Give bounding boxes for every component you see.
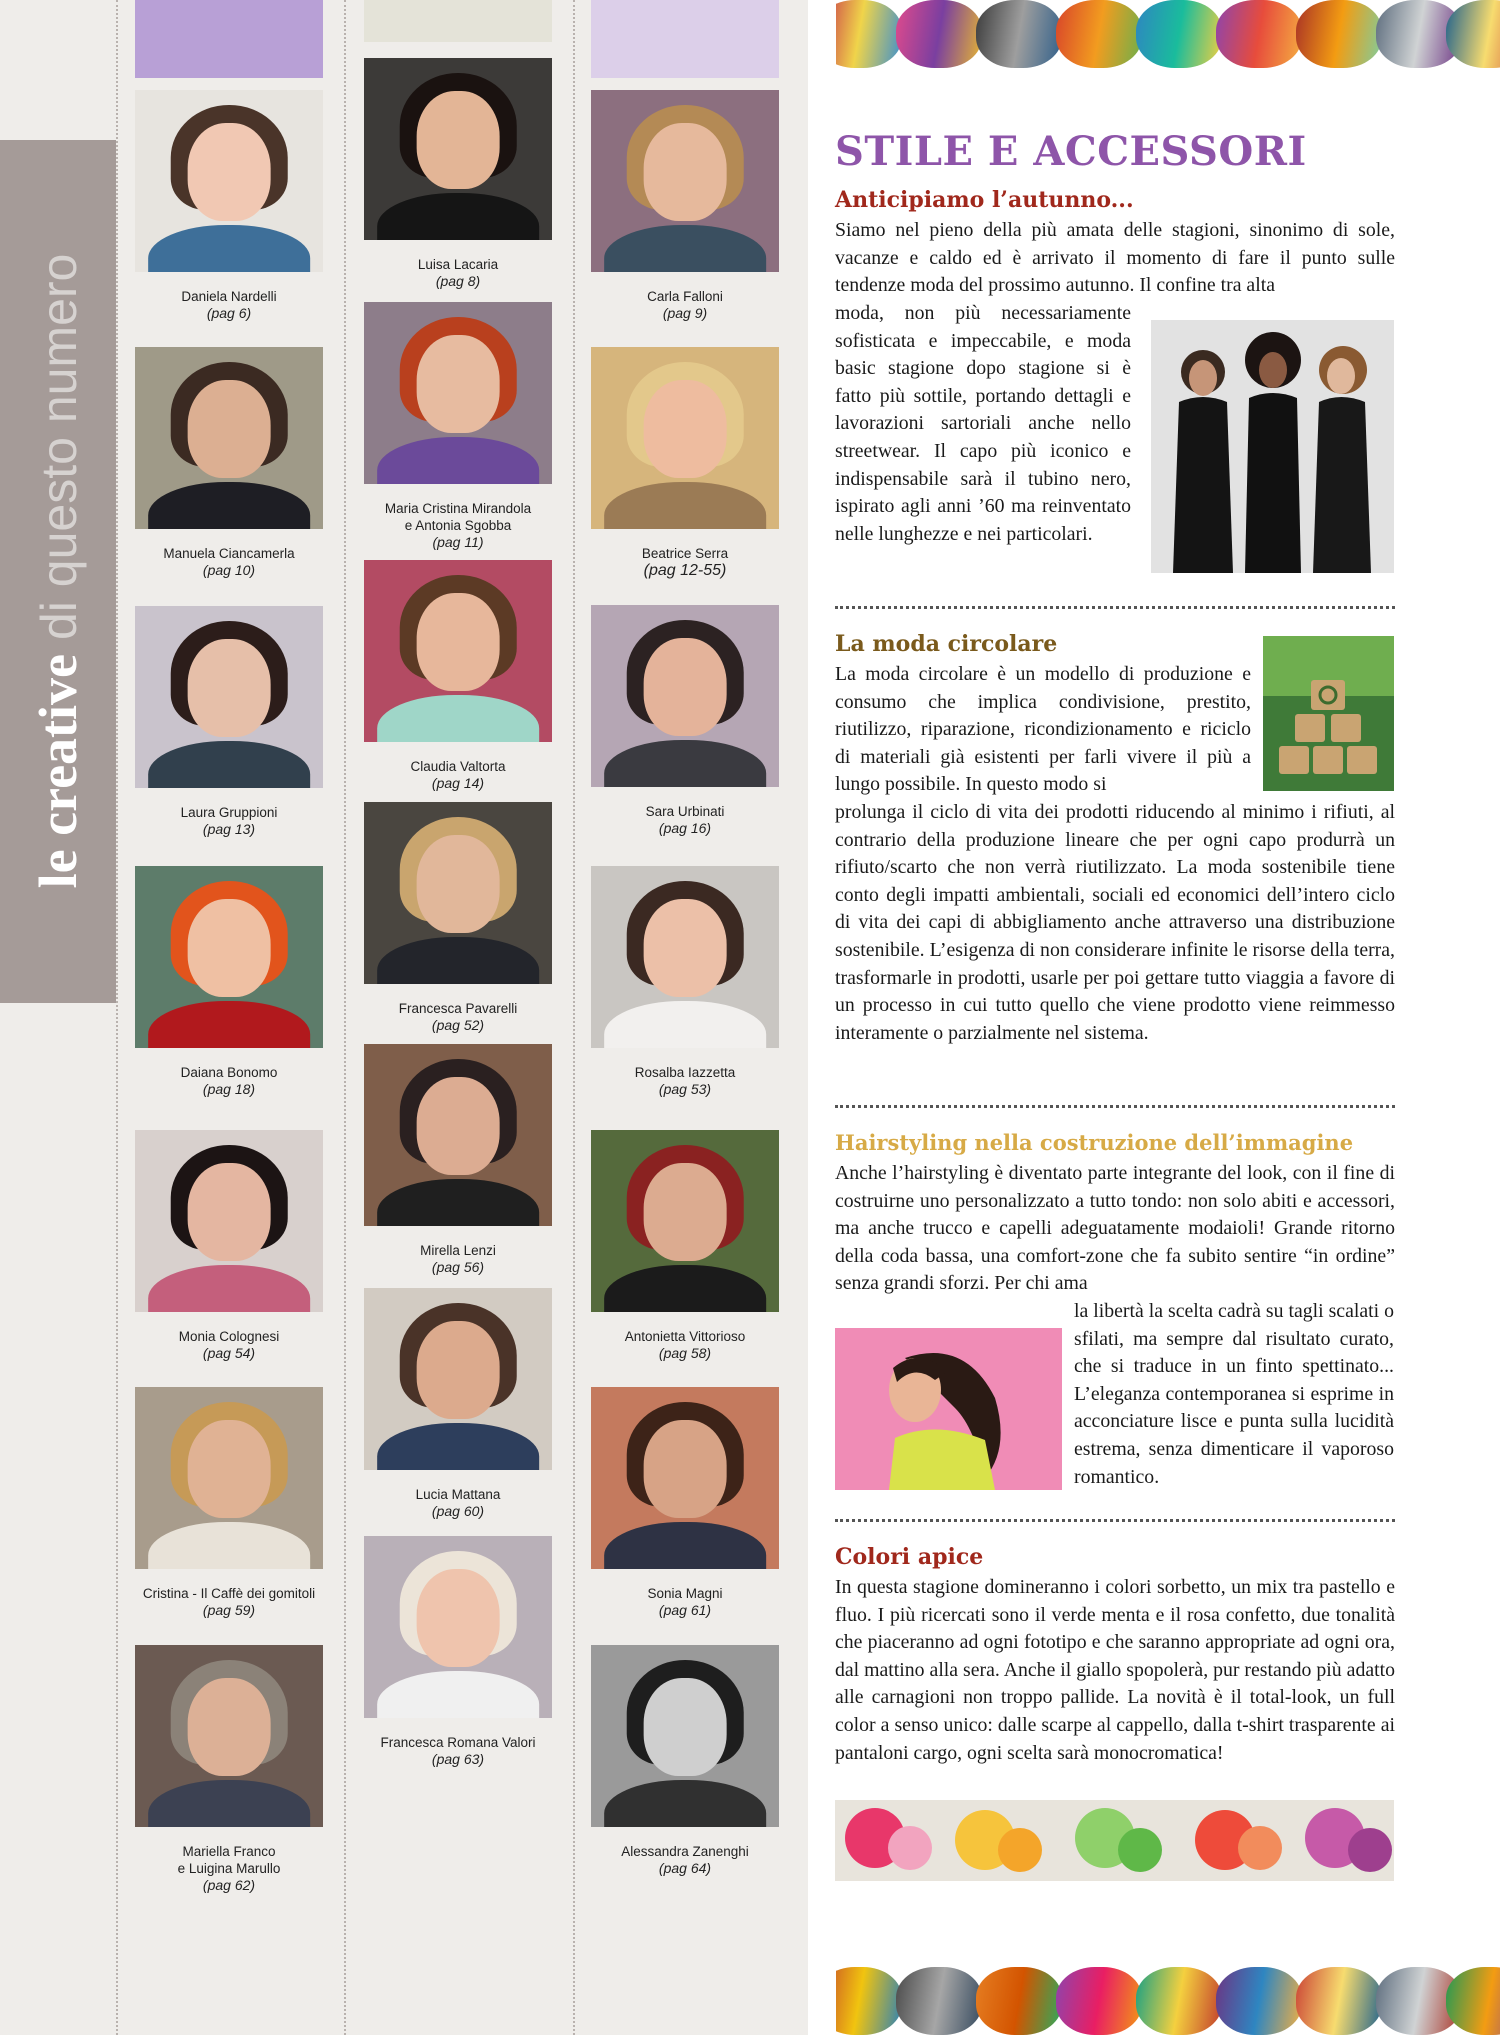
contributor-card: [135, 1130, 323, 1362]
top-color-strip: [364, 0, 552, 42]
section-divider: [835, 1519, 1395, 1522]
contributor-card: [135, 347, 323, 579]
contributor-page: (pag 8): [435, 273, 481, 289]
contributor-name: Cristina - Il Caffè dei gomitoli: [142, 1586, 316, 1601]
contributor-photo: [591, 605, 779, 787]
contributor-card: [591, 866, 779, 1098]
contributor-name: Mirella Lenzi: [420, 1243, 496, 1258]
contributor-name: Lucia Mattana: [415, 1487, 501, 1502]
contributor-name: Manuela Ciancamerla: [163, 546, 295, 561]
contributor-card: [135, 1387, 323, 1619]
contributor-name: Daniela Nardelli: [181, 289, 277, 304]
section-title: Anticipiamo l’autunno...: [835, 187, 1134, 213]
contributor-name: Rosalba Iazzetta: [634, 1065, 736, 1080]
contributor-photo: [591, 90, 779, 272]
contributor-name: Laura Gruppioni: [180, 805, 278, 820]
contributor-page: (pag 54): [202, 1345, 256, 1361]
yarn-banner-top: [836, 0, 1500, 68]
contributor-card: [591, 1645, 779, 1877]
contributor-page: (pag 64): [658, 1860, 712, 1876]
contributor-name: Monia Colognesi: [178, 1329, 280, 1344]
contributor-card: [135, 866, 323, 1098]
contributor-page: (pag 16): [658, 820, 712, 836]
top-color-strip: [135, 0, 323, 78]
contributor-card: [135, 1645, 323, 1894]
contributor-page: (pag 18): [202, 1081, 256, 1097]
contributor-card: [591, 1387, 779, 1619]
section-text: moda, non più necessariamente sofisticata e impeccabile, e moda basic stagione dopo stagione si è fatto più sottile, portando dettagli e lavorazioni sartoriali anche nello streetwear. Il capo più iconico e indispensabile sarà il tubino nero, ispirato agli anni ’60 ma reinventato nelle lunghezze e nei particolari.: [835, 302, 1131, 545]
contributor-name: Alessandra Zanenghi: [621, 1844, 749, 1859]
contributor-page: (pag 12-55): [643, 562, 727, 579]
contributor-name: Carla Falloni: [647, 289, 723, 304]
top-color-strip: [591, 0, 779, 78]
contributor-page: (pag 58): [658, 1345, 712, 1361]
contributor-photo: [135, 1645, 323, 1827]
contributor-name: Maria Cristina Mirandola e Antonia Sgobba: [384, 501, 532, 533]
contributor-card: [135, 606, 323, 838]
contributor-card: [591, 90, 779, 322]
contributor-photo: [364, 58, 552, 240]
contributor-card: [364, 1044, 552, 1276]
contributor-page: (pag 9): [662, 305, 708, 321]
contributor-photo: [591, 866, 779, 1048]
contributor-page: (pag 53): [658, 1081, 712, 1097]
section-text: In questa stagione domineranno i colori sorbetto, un mix tra pastello e fluo. I più ricercati sono il verde menta e il rosa confetto, due tonalità che piaceranno ad ogni fototipo e che saranno appropriate ad ogni ora, dal mattino alla sera. Anche il giallo spopolerà, pur restando più adatto alle carnagioni non troppo pallide. La novità è il total-look, un full color a senso unico: dalle scarpe al cappello, dalla t-shirt trasparente ai pantaloni cargo, ogni scelta sarà monocromatica!: [835, 1576, 1395, 1764]
contributor-photo: [135, 1130, 323, 1312]
contributor-photo: [135, 90, 323, 272]
section-text: Anche l’hairstyling è diventato parte integrante del look, con il fine di costruirne uno personalizzato a tutto tondo: non solo abiti e accessori, ma anche trucco e capelli adeguatamente modaioli! Grande ritorno della coda bassa, una comfort-zone che fa subito sentire “in ordine” senza grandi sforzi. Per chi ama: [835, 1162, 1395, 1295]
column-divider: [344, 0, 346, 2035]
column-divider: [116, 0, 118, 2035]
contributor-card: [591, 347, 779, 579]
contributor-name: Francesca Romana Valori: [380, 1735, 536, 1750]
contributor-name: Claudia Valtorta: [410, 759, 506, 774]
side-heading: [28, 140, 88, 1003]
section-text-continued: prolunga il ciclo di vita dei prodotti riducendo al minimo i rifiuti, al contrario della produzione lineare che per ogni capo produrrà un rifiuto/scarto che non verrà riutilizzato. La moda sostenibile tiene conto degli impatti ambientali, sociali ed economici dell’intero ciclo di vita dei capi di abbigliamento anche attraverso una distribuzione sostenibile. L’esigenza di non considerare infinite le risorse della terra, trasformarle in prodotti, usarle per poi gettare tutto viaggia a favore di un processo in cui tutto quello che viene prodotto viene reimmesso interamente o parzialmente nel sistema.: [835, 801, 1395, 1044]
contributor-name: Antonietta Vittorioso: [624, 1329, 746, 1344]
contributor-name: Francesca Pavarelli: [398, 1001, 518, 1016]
contributor-name: Luisa Lacaria: [417, 257, 499, 272]
contributor-page: (pag 59): [202, 1602, 256, 1618]
contributor-photo: [364, 302, 552, 484]
fashion-models-photo: [1151, 320, 1394, 573]
contributor-card: [364, 1536, 552, 1768]
contributor-photo: [135, 1387, 323, 1569]
section-intro: Siamo nel pieno della più amata delle stagioni, sinonimo di sole, vacanze e caldo ed è arrivato il momento di fare il punto sulle tendenze moda del prossimo autunno. Il confine tra alta: [835, 219, 1395, 297]
contributor-card: [364, 560, 552, 792]
contributor-photo: [135, 866, 323, 1048]
contributor-photo: [591, 1645, 779, 1827]
contributor-page: (pag 60): [431, 1503, 485, 1519]
contributor-photo: [591, 1130, 779, 1312]
contributor-card: [364, 1288, 552, 1520]
section-divider: [835, 1105, 1395, 1108]
contributor-card: [135, 90, 323, 322]
contributor-name: Sonia Magni: [647, 1586, 723, 1601]
contributor-page: (pag 56): [431, 1259, 485, 1275]
contributor-photo: [364, 1044, 552, 1226]
article-title: STILE E ACCESSORI: [835, 128, 1307, 175]
contributor-page: (pag 62): [202, 1877, 256, 1893]
contributor-card: [364, 58, 552, 290]
side-heading-light: di questo numero: [31, 253, 87, 640]
contributor-page: (pag 13): [202, 821, 256, 837]
contributor-photo: [364, 1536, 552, 1718]
contributor-name: Daiana Bonomo: [180, 1065, 278, 1080]
side-heading-strong: le creative: [28, 654, 88, 889]
yarn-banner-bottom: [836, 1967, 1500, 2035]
contributor-page: (pag 14): [431, 775, 485, 791]
contributor-page: (pag 61): [658, 1602, 712, 1618]
section-text-continued: la libertà la scelta cadrà su tagli scalati o sfilati, ma sempre dal risultato curato, che si traduce in un finto spettinato... L’eleganza contemporanea si esprime in acconciature lisce e punta sulla lucidità estrema, senza dimenticare il vaporoso romantico.: [1074, 1300, 1394, 1488]
contributor-card: [591, 605, 779, 837]
section-title: Colori apice: [835, 1544, 984, 1570]
section-title: La moda circolare: [835, 631, 1058, 657]
contributor-page: (pag 52): [431, 1017, 485, 1033]
contributor-page: (pag 10): [202, 562, 256, 578]
contributor-card: [364, 302, 552, 551]
contributor-photo: [135, 606, 323, 788]
contributor-photo: [364, 560, 552, 742]
contributor-name: Mariella Franco e Luigina Marullo: [177, 1844, 281, 1876]
contributor-page: (pag 63): [431, 1751, 485, 1767]
circular-economy-photo: [1263, 636, 1394, 791]
contributor-photo: [364, 1288, 552, 1470]
contributor-card: [591, 1130, 779, 1362]
contributor-card: [364, 802, 552, 1034]
hairstyle-photo: [835, 1328, 1062, 1490]
contributor-name: Beatrice Serra: [641, 546, 729, 561]
contributor-page: (pag 11): [432, 534, 484, 550]
contributor-photo: [591, 347, 779, 529]
contributor-name: Sara Urbinati: [645, 804, 725, 819]
section-title: Hairstyling nella costruzione dell’immagine: [835, 1130, 1354, 1155]
contributor-photo: [591, 1387, 779, 1569]
contributor-photo: [135, 347, 323, 529]
section-divider: [835, 606, 1395, 609]
sorbet-scoops-photo: [835, 1800, 1394, 1881]
contributor-photo: [364, 802, 552, 984]
contributor-page: (pag 6): [206, 305, 252, 321]
column-divider: [573, 0, 575, 2035]
section-text: La moda circolare è un modello di produzione e consumo che implica condivisione, prestito, riutilizzo, riparazione, ricondizionamento e riciclo di materiali già esistenti per farli vivere il più a lungo possibile. In questo modo si: [835, 663, 1251, 796]
